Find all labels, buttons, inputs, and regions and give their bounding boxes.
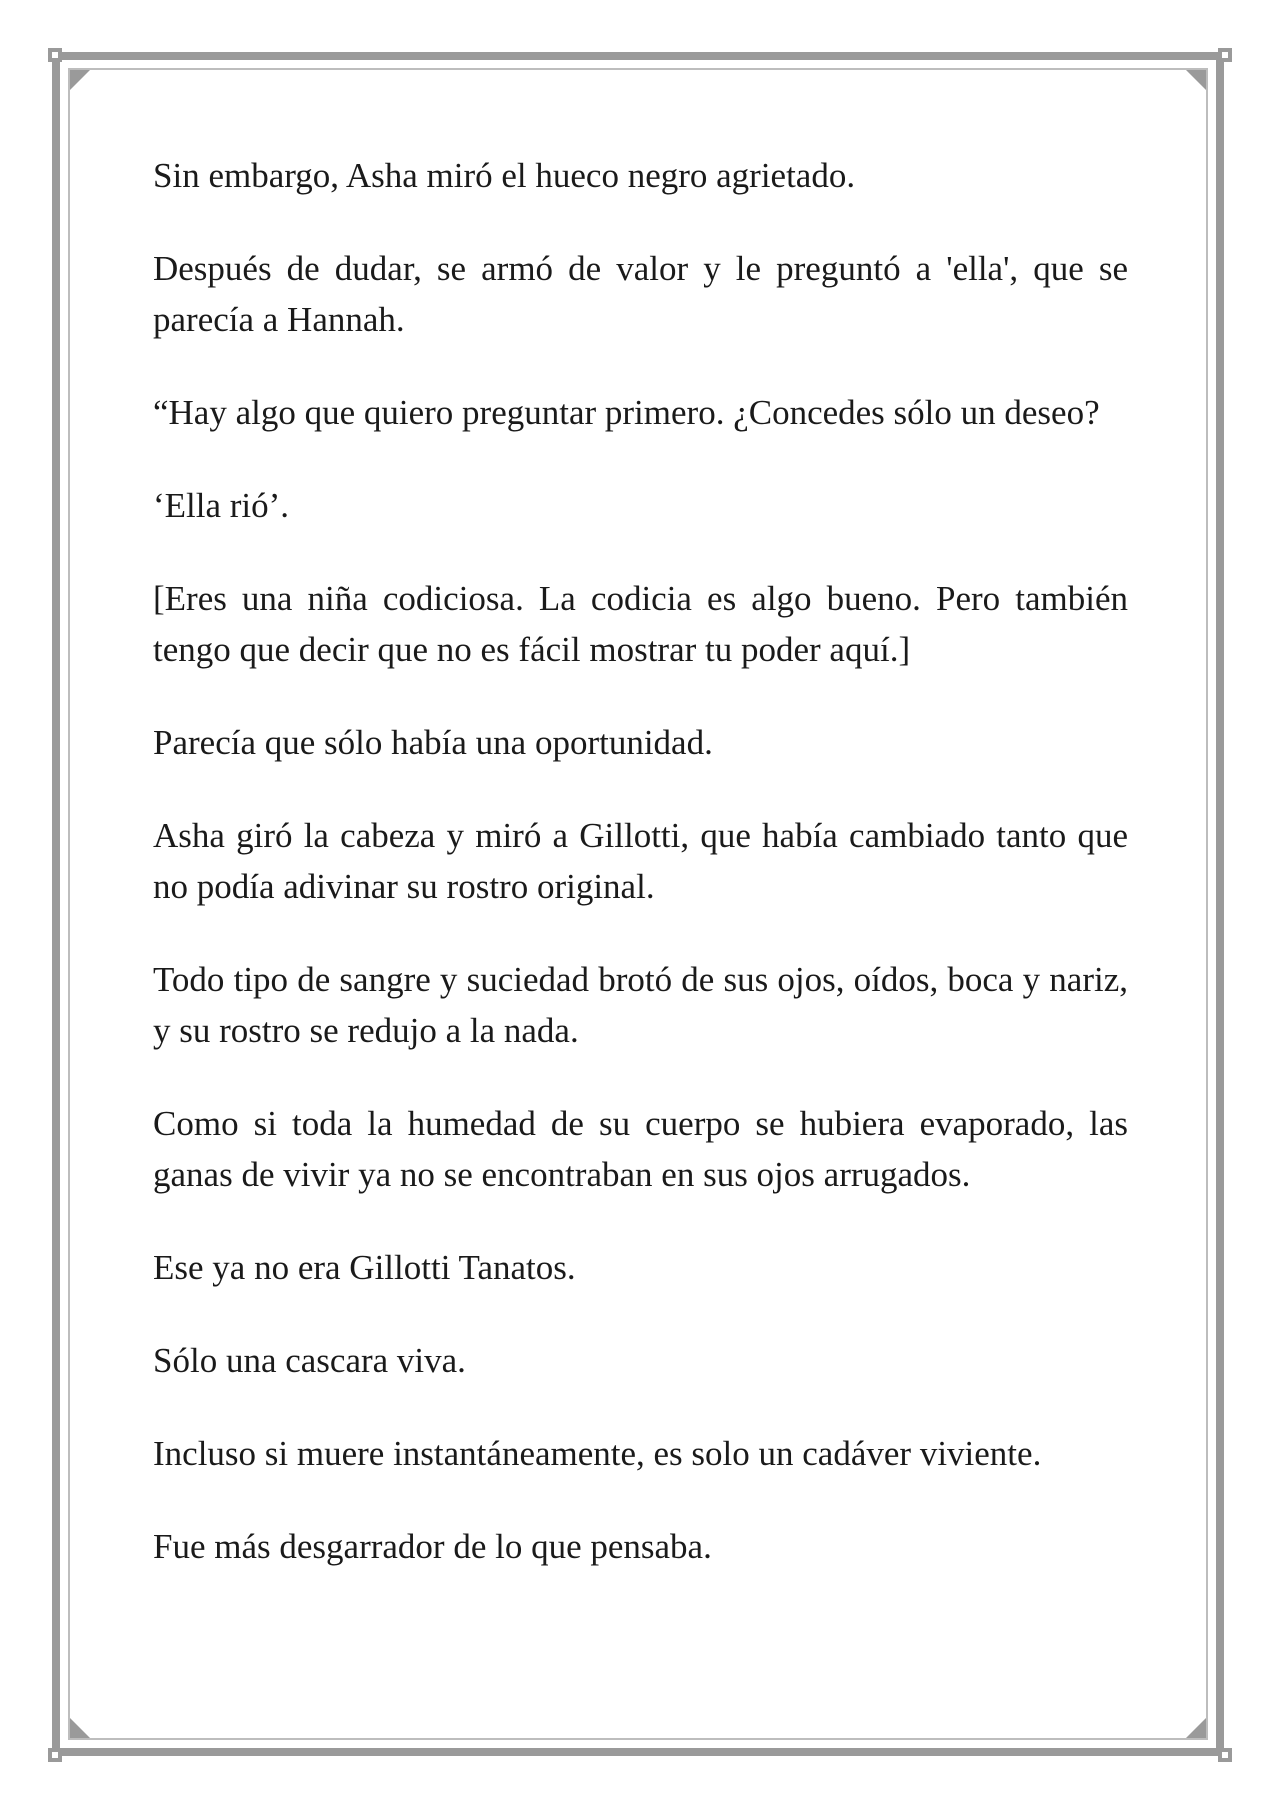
paragraph: Como si toda la humedad de su cuerpo se hubiera evaporado, las ganas de vivir ya no se encontraban en sus ojos arrugados. [153,1104,1128,1194]
corner-triangle-bottom-right [1186,1718,1206,1738]
paragraph: Parecía que sólo había una oportunidad. [153,723,713,762]
corner-triangle-bottom-left [70,1718,90,1738]
paragraph: Después de dudar, se armó de valor y le preguntó a 'ella', que se parecía a Hannah. [153,249,1128,339]
paragraph: Sin embargo, Asha miró el hueco negro agrietado. [153,156,856,195]
paragraph: Sólo una cascara viva. [153,1341,466,1380]
paragraph: ‘Ella rió’. [153,486,290,525]
paragraph: Incluso si muere instantáneamente, es solo un cadáver viviente. [153,1434,1042,1473]
corner-ornament-bottom-left [48,1748,62,1762]
corner-triangle-top-left [70,70,90,90]
corner-ornament-top-left [48,48,62,62]
page-body [153,150,1128,1614]
paragraph: Fue más desgarrador de lo que pensaba. [153,1527,712,1566]
corner-ornament-bottom-right [1218,1748,1232,1762]
paragraph: Asha giró la cabeza y miró a Gillotti, que había cambiado tanto que no podía adivinar su rostro original. [153,816,1128,906]
corner-triangle-top-right [1186,70,1206,90]
paragraph: “Hay algo que quiero preguntar primero. ¿Concedes sólo un deseo? [153,393,1100,432]
paragraph: [Eres una niña codiciosa. La codicia es algo bueno. Pero también tengo que decir que no es fácil mostrar tu poder aquí.] [153,579,1128,669]
paragraph: Ese ya no era Gillotti Tanatos. [153,1248,576,1287]
corner-ornament-top-right [1218,48,1232,62]
paragraph: Todo tipo de sangre y suciedad brotó de sus ojos, oídos, boca y nariz, y su rostro se redujo a la nada. [153,960,1128,1050]
